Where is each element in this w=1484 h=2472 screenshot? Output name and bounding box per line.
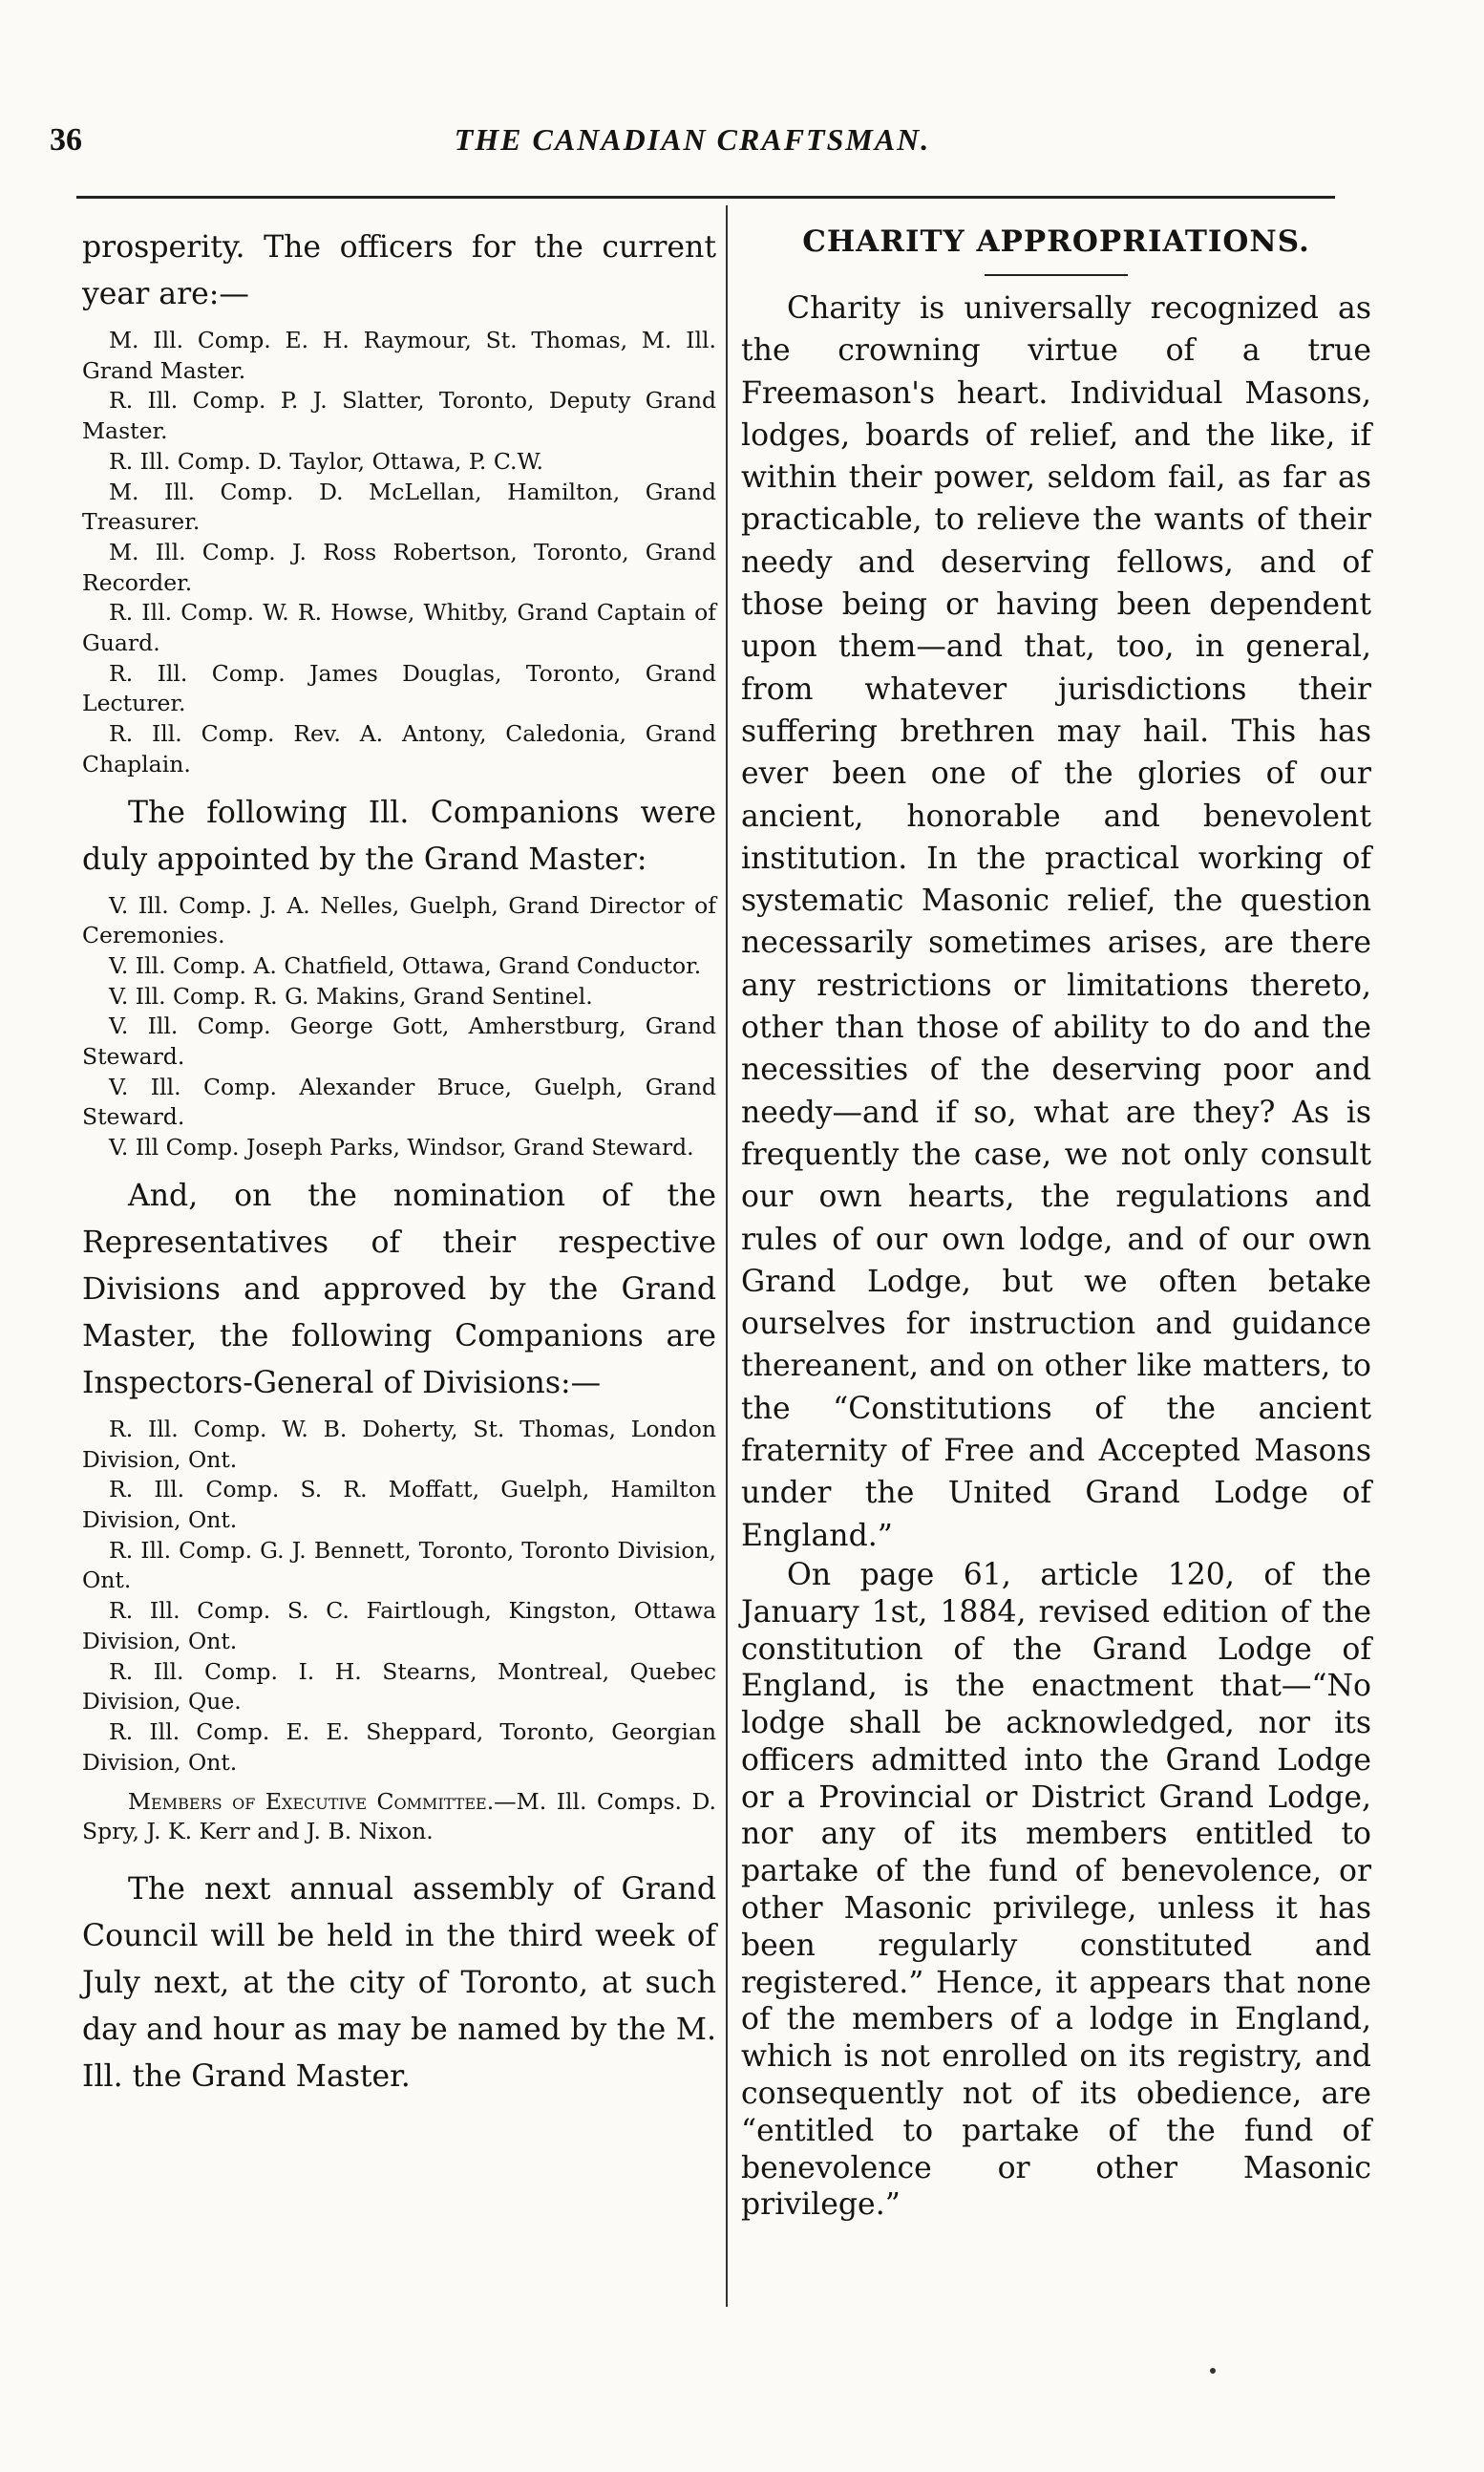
executive-committee-members: —M. Ill. Comps. D. Spry, J. K. Kerr and J. B. Nixon.: [82, 1788, 716, 1844]
running-title: THE CANADIAN CRAFTSMAN.: [454, 122, 931, 157]
appointed-intro: The following Ill. Companions were duly appointed by the Grand Master:: [82, 795, 716, 877]
appointed-entry: V. Ill. Comp. Alexander Bruce, Guelph, Grand Steward.: [82, 1073, 716, 1131]
page-number: 36: [50, 122, 82, 158]
appointed-entry: V. Ill. Comp. R. G. Makins, Grand Sentinel.: [109, 982, 593, 1010]
inspectors-list: [82, 1415, 716, 1778]
inspector-entry: R. Ill. Comp. E. E. Sheppard, Toronto, Georgian Division, Ont.: [82, 1717, 716, 1776]
section-heading: CHARITY APPROPRIATIONS.: [802, 224, 1310, 259]
right-column: [741, 224, 1371, 2224]
inspector-entry: R. Ill. Comp. S. R. Moffatt, Guelph, Hamilton Division, Ont.: [82, 1476, 716, 1533]
column-divider: [726, 205, 728, 2307]
intro-paragraph: prosperity. The officers for the current year are:—: [82, 230, 716, 311]
officer-entry: R. Ill. Comp. Rev. A. Antony, Caledonia, Grand Chaplain.: [82, 720, 716, 778]
inspector-entry: R. Ill. Comp. W. B. Doherty, St. Thomas, London Division, Ont.: [82, 1415, 716, 1473]
body-paragraph: On page 61, article 120, of the January 1st, 1884, revised edition of the constitution of the Grand Lodge of England, is the enactment that—“No lodge shall be acknowledged, nor its officers admitted into the Grand Lodge or a Provincial or District Grand Lodge, nor any of its members entitled to partake of the fund of benevolence, or other Masonic privilege, unless it has been regularly constituted and registered.” Hence, it appears that none of the members of a lodge in England, which is not enrolled on its registry, and consequently not of its obedience, are “entitled to partake of the fund of benevolence or other Masonic privilege.”: [741, 1557, 1371, 2223]
page-header: [50, 122, 1335, 170]
ink-dot: [1210, 2368, 1216, 2374]
officer-entry: M. Ill. Comp. D. McLellan, Hamilton, Grand Treasurer.: [82, 478, 716, 536]
closing-paragraph: The next annual assembly of Grand Council will be held in the third week of July next, at the city of Toronto, at such day and hour as may be named by the M. Ill. the Grand Master.: [82, 1872, 716, 2095]
officers-list: [82, 326, 716, 780]
inspectors-intro: And, on the nomination of the Representatives of their respective Divisions and approved by the Grand Master, the following Companions are Inspectors-General of Divisions:—: [82, 1178, 716, 1400]
appointed-entry: V. Ill Comp. Joseph Parks, Windsor, Grand Steward.: [109, 1134, 694, 1161]
left-column: [82, 224, 716, 2100]
officer-entry: R. Ill. Comp. W. R. Howse, Whitby, Grand Captain of Guard.: [82, 599, 716, 657]
executive-committee: [82, 1787, 716, 1845]
heading-rule: [985, 274, 1128, 276]
header-rule: [76, 196, 1335, 199]
officer-entry: R. Ill. Comp. P. J. Slatter, Toronto, Deputy Grand Master.: [82, 387, 716, 445]
appointed-entry: V. Ill. Comp. George Gott, Amherstburg, Grand Steward.: [82, 1012, 716, 1071]
officer-entry: M. Ill. Comp. E. H. Raymour, St. Thomas, M. Ill. Grand Master.: [82, 327, 716, 384]
officer-entry: R. Ill. Comp. James Douglas, Toronto, Grand Lecturer.: [82, 659, 716, 717]
inspector-entry: R. Ill. Comp. I. H. Stearns, Montreal, Quebec Division, Que.: [82, 1657, 716, 1715]
appointed-list: [82, 891, 716, 1163]
appointed-entry: V. Ill. Comp. J. A. Nelles, Guelph, Grand Director of Ceremonies.: [82, 891, 716, 949]
appointed-entry: V. Ill. Comp. A. Chatfield, Ottawa, Grand Conductor.: [109, 951, 702, 979]
body-paragraph: Charity is universally recognized as the crowning virtue of a true Freemason's heart. Individual Masons, lodges, boards of relief, and the like, if within their power, seldom fail, as far as practicable, to relieve the wants of their needy and deserving fellows, and of those being or having been dependent upon them—and that, too, in general, from whatever jurisdictions their suffering brethren may hail. This has ever been one of the glories of our ancient, honorable and benevolent institution. In the practical working of systematic Masonic relief, the question necessarily sometimes arises, are there any restrictions or limitations thereto, other than those of ability to do and the necessities of the deserving poor and needy—and if so, what are they? As is frequently the case, we not only consult our own hearts, the regulations and rules of our own lodge, and of our own Grand Lodge, but we often betake ourselves for instruction and guidance thereanent, and on other like matters, to the “Constitutions of the ancient fraternity of Free and Accepted Masons under the United Grand Lodge of England.”: [741, 291, 1371, 1553]
inspector-entry: R. Ill. Comp. G. J. Bennett, Toronto, Toronto Division, Ont.: [82, 1536, 716, 1594]
officer-entry: M. Ill. Comp. J. Ross Robertson, Toronto, Grand Recorder.: [82, 538, 716, 596]
officer-entry: R. Ill. Comp. D. Taylor, Ottawa, P. C.W.: [109, 447, 543, 475]
executive-committee-label: Members of Executive Committee.: [128, 1788, 495, 1816]
inspector-entry: R. Ill. Comp. S. C. Fairtlough, Kingston, Ottawa Division, Ont.: [82, 1597, 716, 1654]
